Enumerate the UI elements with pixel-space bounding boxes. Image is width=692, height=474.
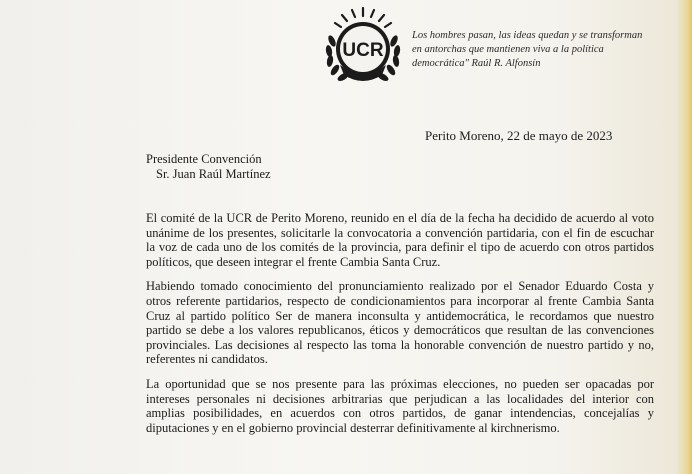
body-paragraph-2 xyxy=(146,279,654,367)
body-line: referentes ni candidatos. xyxy=(146,352,268,367)
recipient-block xyxy=(146,152,271,182)
alfonsin-quote xyxy=(412,29,662,71)
body-line: provinciales. Las decisiones al respecto las toma la honorable convención de nuestro partido y no, xyxy=(146,337,654,352)
body-line: El comité de la UCR de Perito Moreno, reunido en el día de la fecha ha decidido de acuerdo al voto xyxy=(146,211,654,225)
letter-body xyxy=(146,211,654,445)
quote-line: democrática" Raúl R. Alfonsín xyxy=(412,58,541,69)
quote-line: Los hombres pasan, las ideas quedan y se transforman xyxy=(412,30,643,41)
body-line: diputaciones y en el gobierno provincial desterrar definitivamente al kirchnerismo. xyxy=(146,420,560,435)
letter-date: Perito Moreno, 22 de mayo de 2023 xyxy=(425,128,613,143)
recipient-name: Sr. Juan Raúl Martínez xyxy=(156,167,271,181)
page-edge-shadow xyxy=(676,0,692,474)
body-line: La oportunidad que se nos presente para las próximas elecciones, no pueden ser opacadas por xyxy=(146,376,654,391)
ucr-emblem-icon xyxy=(318,5,408,87)
body-line: unánime de los presentes, solicitarle la convocatoria a convención partidaria, con el fin de escuchar xyxy=(146,225,654,240)
body-line: intereses personales ni decisiones arbitrarias que perjudican a las localidades del interior con xyxy=(146,391,654,406)
quote-line: en antorchas que mantienen viva a la política xyxy=(412,44,604,55)
body-paragraph-3 xyxy=(146,377,654,435)
body-paragraph-1 xyxy=(146,211,654,269)
body-line: partido se debe a los valores republicanos, éticos y democráticos que resultan de las convenciones xyxy=(146,323,654,338)
body-line: otros referente partidarios, respecto de condicionamientos para incorporar al frente Cambia Santa xyxy=(146,293,654,308)
body-line: amplias posibilidades, en acuerdos con otros partidos, de ganar intendencias, concejalías y xyxy=(146,406,654,421)
body-line: Habiendo tomado conocimiento del pronunciamiento realizado por el Senador Eduardo Costa y xyxy=(146,279,654,294)
recipient-title: Presidente Convención xyxy=(146,152,262,166)
logo-text: UCR xyxy=(342,40,384,61)
body-line: Cruz al partido político Ser de manera inconsulta y antidemocrática, le recordamos que nuestro xyxy=(146,308,654,323)
body-line: la voz de cada uno de los comités de la provincia, para definir el tipo de acuerdo con otros partidos xyxy=(146,240,654,255)
body-line: políticos, que deseen integrar el frente Cambia Santa Cruz. xyxy=(146,254,441,269)
ucr-logo xyxy=(318,5,408,87)
